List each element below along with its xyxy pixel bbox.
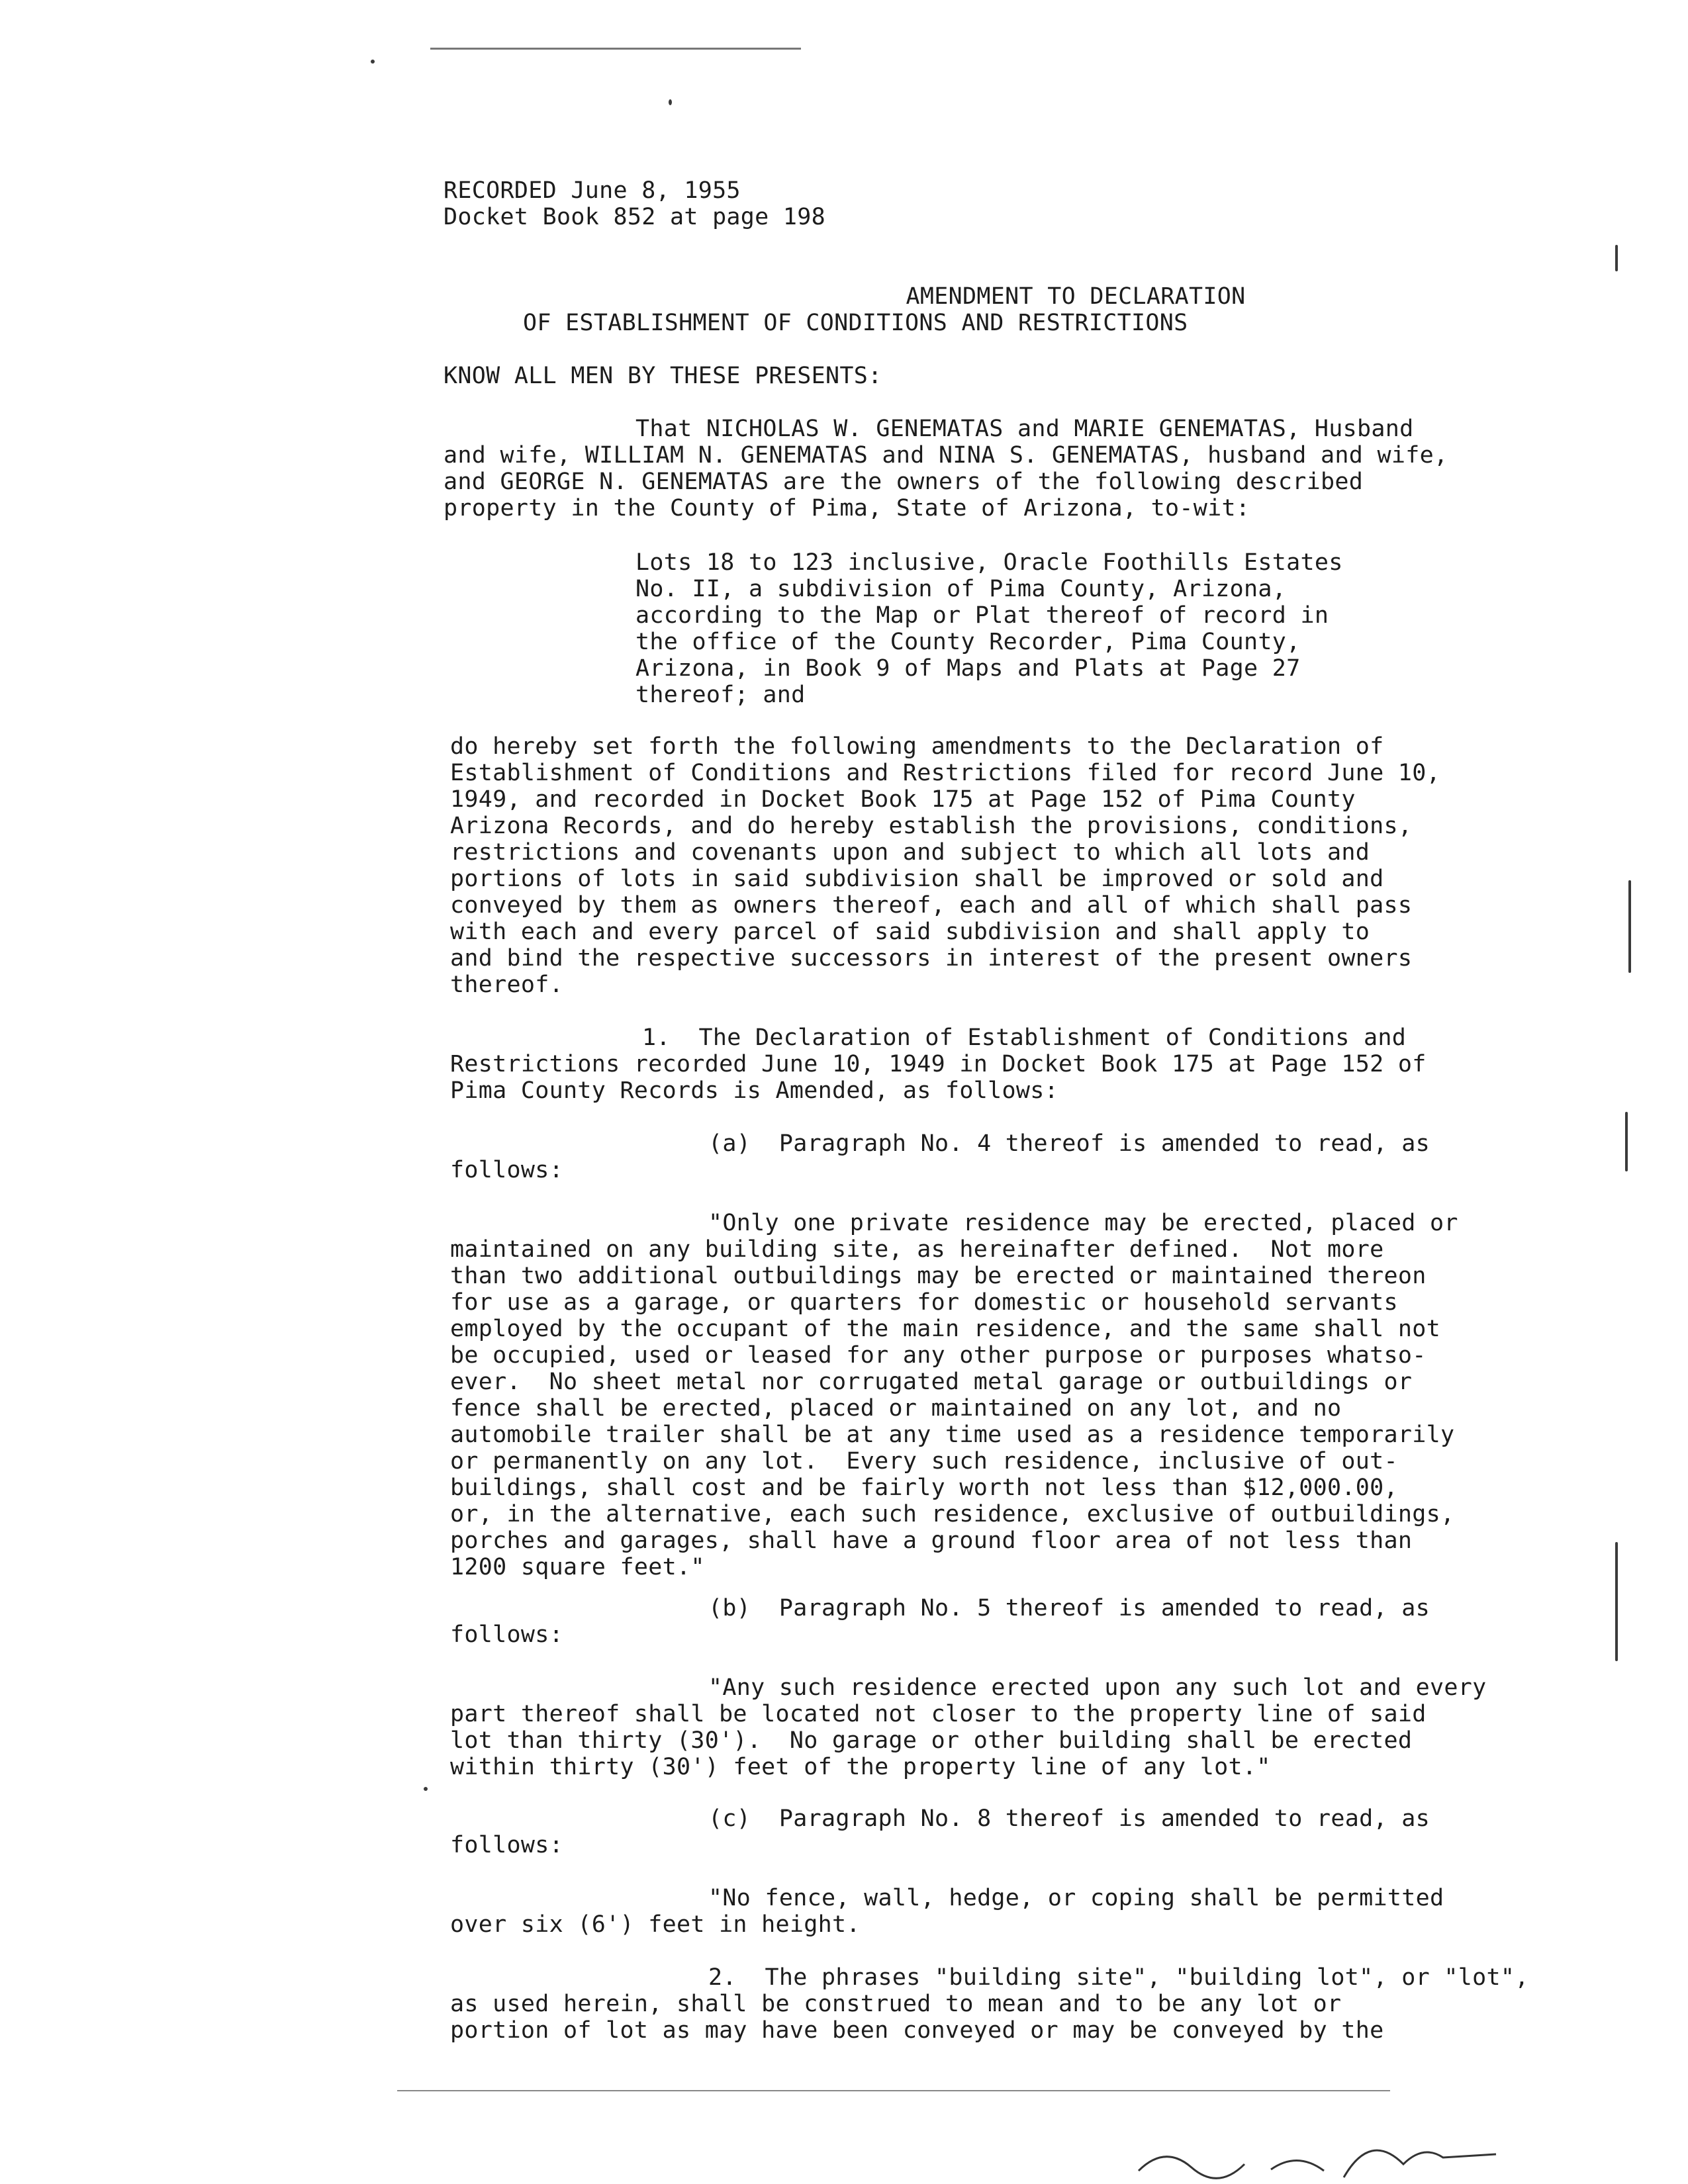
quote-line: 1200 square feet." <box>450 1554 705 1580</box>
item-c-heading <box>450 1805 1430 1858</box>
section-line: Restrictions recorded June 10, 1949 in Docket Book 175 at Page 152 of <box>450 1051 1427 1077</box>
item-a-heading <box>450 1130 1430 1183</box>
quote-line: for use as a garage, or quarters for domestic or household servants <box>450 1289 1398 1316</box>
item-heading-line: (a) Paragraph No. 4 thereof is amended to read, as <box>708 1130 1430 1157</box>
quote-line: porches and garages, shall have a ground floor area of not less than <box>450 1527 1413 1554</box>
property-line: thereof; and <box>635 682 806 708</box>
scan-artifact-top <box>430 48 801 50</box>
quote-line: lot than thirty (30'). No garage or other building shall be erected <box>450 1727 1413 1754</box>
title-line: OF ESTABLISHMENT OF CONDITIONS AND RESTRICTIONS <box>523 310 1188 336</box>
quote-line: or, in the alternative, each such residence, exclusive of outbuildings, <box>450 1501 1455 1527</box>
quote-line: part thereof shall be located not closer to the property line of said <box>450 1701 1427 1727</box>
property-description <box>635 549 1343 708</box>
paragraph-line: Establishment of Conditions and Restrictions filed for record June 10, <box>450 760 1441 786</box>
quote-line: over six (6') feet in height. <box>450 1911 861 1938</box>
item-heading-line: follows: <box>450 1157 563 1183</box>
quote-line: "No fence, wall, hedge, or coping shall be permitted <box>708 1885 1444 1911</box>
scan-speck <box>669 99 672 105</box>
intro-heading: KNOW ALL MEN BY THESE PRESENTS: <box>444 363 882 389</box>
paragraph-line: conveyed by them as owners thereof, each and all of which shall pass <box>450 892 1413 919</box>
recorded-date: RECORDED June 8, 1955 <box>444 177 741 204</box>
section-line: 1. The Declaration of Establishment of Conditions and <box>642 1024 1407 1051</box>
property-line: the office of the County Recorder, Pima County, <box>635 629 1301 655</box>
item-heading-line: (b) Paragraph No. 5 thereof is amended to read, as <box>708 1595 1430 1621</box>
item-heading-line: follows: <box>450 1621 563 1648</box>
scan-artifact-bottom <box>397 2090 1390 2091</box>
paragraph-line: restrictions and covenants upon and subject to which all lots and <box>450 839 1370 866</box>
paragraph-line: and GEORGE N. GENEMATAS are the owners of the following described <box>444 469 1364 495</box>
section-line: 2. The phrases "building site", "building lot", or "lot", <box>708 1964 1529 1991</box>
item-heading-line: (c) Paragraph No. 8 thereof is amended to read, as <box>708 1805 1430 1832</box>
recording-header <box>444 177 825 230</box>
owners-paragraph <box>444 416 1448 522</box>
quote-line: ever. No sheet metal nor corrugated metal garage or outbuildings or <box>450 1369 1413 1395</box>
title-line: AMENDMENT TO DECLARATION <box>906 283 1246 310</box>
paragraph-line: thereof. <box>450 972 563 998</box>
scan-speck <box>1628 880 1631 973</box>
paragraph-line: 1949, and recorded in Docket Book 175 at Page 152 of Pima County <box>450 786 1356 813</box>
paragraph-line: property in the County of Pima, State of Arizona, to-wit: <box>444 495 1250 522</box>
section-line: Pima County Records is Amended, as follows: <box>450 1077 1058 1104</box>
scan-speck <box>424 1787 428 1791</box>
quote-line: maintained on any building site, as hereinafter defined. Not more <box>450 1236 1384 1263</box>
docket-reference: Docket Book 852 at page 198 <box>444 204 826 230</box>
paragraph-line: and bind the respective successors in interest of the present owners <box>450 945 1413 972</box>
property-line: Lots 18 to 123 inclusive, Oracle Foothills Estates <box>635 549 1343 576</box>
scan-speck <box>371 60 375 64</box>
quote-line: within thirty (30') feet of the property line of any lot." <box>450 1754 1271 1780</box>
quote-line: employed by the occupant of the main residence, and the same shall not <box>450 1316 1441 1342</box>
item-heading-line: follows: <box>450 1832 563 1858</box>
scan-speck <box>1615 1542 1618 1661</box>
section-line: portion of lot as may have been conveyed or may be conveyed by the <box>450 2017 1384 2044</box>
quote-line: be occupied, used or leased for any other purpose or purposes whatso- <box>450 1342 1427 1369</box>
document-title <box>523 283 1509 336</box>
quote-line: "Only one private residence may be erected, placed or <box>708 1210 1458 1236</box>
handwritten-initials-mark <box>1125 2118 1523 2184</box>
quote-line: buildings, shall cost and be fairly worth not less than $12,000.00, <box>450 1475 1398 1501</box>
section-1 <box>450 1024 1427 1104</box>
item-b-quote <box>450 1674 1486 1780</box>
section-2 <box>450 1964 1529 2044</box>
item-c-quote <box>450 1885 1444 1938</box>
paragraph-line: portions of lots in said subdivision shall be improved or sold and <box>450 866 1384 892</box>
property-line: according to the Map or Plat thereof of record in <box>635 602 1329 629</box>
quote-line: than two additional outbuildings may be erected or maintained thereon <box>450 1263 1427 1289</box>
item-b-heading <box>450 1595 1430 1648</box>
section-line: as used herein, shall be construed to mean and to be any lot or <box>450 1991 1342 2017</box>
amendment-intro-paragraph <box>450 733 1440 998</box>
quote-line: automobile trailer shall be at any time used as a residence temporarily <box>450 1422 1455 1448</box>
scan-speck <box>1615 245 1618 271</box>
quote-line: or permanently on any lot. Every such residence, inclusive of out- <box>450 1448 1398 1475</box>
scan-speck <box>1625 1112 1628 1171</box>
paragraph-line: Arizona Records, and do hereby establish the provisions, conditions, <box>450 813 1413 839</box>
quote-line: "Any such residence erected upon any such lot and every <box>708 1674 1487 1701</box>
paragraph-line: and wife, WILLIAM N. GENEMATAS and NINA S. GENEMATAS, husband and wife, <box>444 442 1448 469</box>
paragraph-line: That NICHOLAS W. GENEMATAS and MARIE GENEMATAS, Husband <box>635 416 1414 442</box>
item-a-quote <box>450 1210 1458 1580</box>
quote-line: fence shall be erected, placed or maintained on any lot, and no <box>450 1395 1342 1422</box>
paragraph-line: do hereby set forth the following amendments to the Declaration of <box>450 733 1384 760</box>
property-line: No. II, a subdivision of Pima County, Arizona, <box>635 576 1287 602</box>
paragraph-line: with each and every parcel of said subdivision and shall apply to <box>450 919 1370 945</box>
property-line: Arizona, in Book 9 of Maps and Plats at Page 27 <box>635 655 1301 682</box>
